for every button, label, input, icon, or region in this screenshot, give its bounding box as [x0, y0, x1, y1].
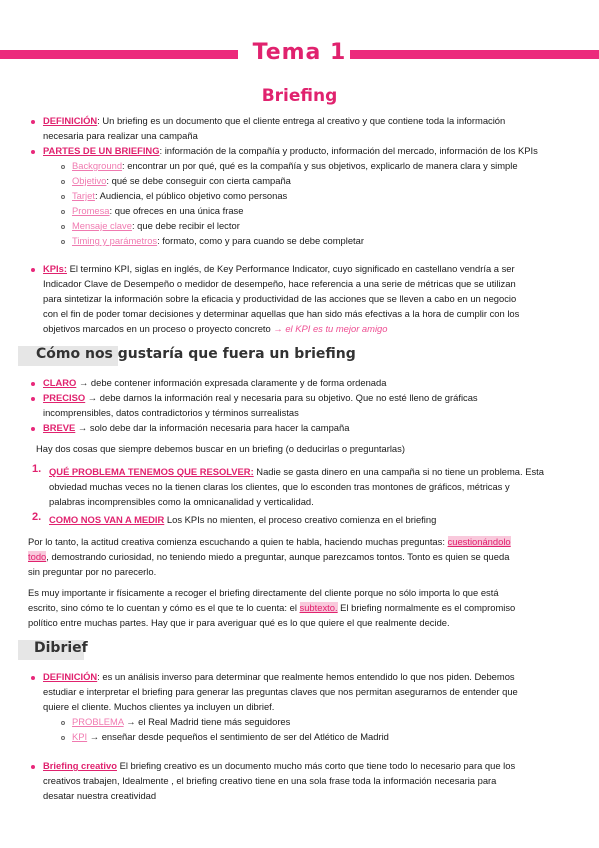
preciso-item: PRECISO → debe darnos la información real y necesaria para su objetivo. Que no esté lleno de gráficas incomprensibles, datos contradictorios y términos surrealistas — [43, 392, 478, 418]
number-2: 2. — [32, 511, 42, 523]
dibrief-definition: DEFINICIÓN: es un análisis inverso para determinar que realmente hemos entendido lo que nos piden. Debemos estudiar e interpretar el briefing para generar las preguntas claves que nos permitan asegurarnos de entender que quiere el cliente. Muchos clientes ya incluyen un dibrief. — [43, 671, 518, 712]
sub-bullet — [61, 736, 65, 740]
sub-bullet — [61, 165, 65, 169]
number-1: 1. — [32, 463, 42, 475]
intro-paragraph: Hay dos cosas que siempre debemos buscar en un briefing (o deducirlas o preguntarlas) — [36, 443, 405, 454]
page-subtitle: Briefing — [261, 86, 338, 106]
kpis-item: KPIs: El termino KPI, siglas en inglés, de Key Performance Indicator, cuyo significado en castellano vendría a ser Indicador Clave de Desempeño o medidor de desempeño, hace referencia a una serie de métricas que se utilizan para sintetizar la información sobre la eficacia y productividad de las acciones que se lleven a cabo en un negocio con el fin de poder tomar decisiones y determinar aquellas que han sido más efectivas a la hora de cumplir con los objetivos marcados en un proceso o proyecto concreto → el KPI es tu mejor amigo — [43, 263, 520, 334]
breve-item: BREVE → solo debe dar la información necesaria para hacer la campaña — [43, 422, 350, 433]
bullet — [31, 676, 35, 680]
bullet — [31, 268, 35, 272]
sub-item-tarjet: Tarjet: Audiencia, el público objetivo como personas — [72, 190, 288, 201]
question-2: COMO NOS VAN A MEDIR Los KPIs no mienten, el proceso creativo comienza en el briefing — [49, 514, 437, 525]
briefing-creativo-item: Briefing creativo El briefing creativo es un documento mucho más corto que tiene todo lo necesario para que los creativos trabajen, Idealmente , el briefing creativo tiene en una sola frase toda la información necesaria para desatar nuestra creatividad — [43, 760, 516, 801]
paragraph-subtexto: Es muy importante ir físicamente a recoger el briefing directamente del cliente porque no sólo importa lo que está escrito, sino cómo te lo cuentan y cómo es el que te lo cuenta: el subtexto. El briefing normalmente es el compromiso político entre muchas partes. Hay que ir para averiguar qué es lo que quiere el que realmente decide. — [28, 587, 516, 628]
bullet — [31, 382, 35, 386]
sub-item-problema: PROBLEMA → el Real Madrid tiene más seguidores — [72, 716, 291, 727]
sub-bullet — [61, 721, 65, 725]
question-1: QUÉ PROBLEMA TENEMOS QUE RESOLVER: Nadie se gasta dinero en una campaña si no tiene un problema. Esta obviedad muchas veces no la tienen claras los clientes, que lo esconden tras montones de gráficos, métricas y palabras incomprensibles como la omnicanalidad y verticalidad. — [49, 466, 544, 507]
sub-item-timing: Timing y parámetros: formato, como y para cuando se debe completar — [72, 235, 364, 246]
bullet — [31, 765, 35, 769]
bullet — [31, 397, 35, 401]
sub-bullet — [61, 195, 65, 199]
sub-item-promesa: Promesa: que ofreces en una única frase — [72, 205, 244, 216]
claro-item: CLARO → debe contener información expresada claramente y de forma ordenada — [43, 377, 387, 388]
page-title: Tema 1 — [252, 40, 347, 65]
partes-item: PARTES DE UN BRIEFING: información de la compañía y producto, información del mercado, información de los KPIs — [43, 145, 538, 156]
paragraph-actitud: Por lo tanto, la actitud creativa comienza escuchando a quien te habla, haciendo muchas preguntas: cuestionándolo todo, demostrando curiosidad, no teniendo miedo a preguntar, aunque parezcamos tontos. Tonto es quien se queda sin preguntar por no parecerlo. — [28, 536, 511, 577]
definition-item: DEFINICIÓN: Un briefing es un documento que el cliente entrega al creativo y que contiene toda la información necesaria para realizar una campaña — [43, 115, 506, 141]
sub-bullet — [61, 210, 65, 214]
sub-bullet — [61, 240, 65, 244]
bullet — [31, 150, 35, 154]
sub-bullet — [61, 180, 65, 184]
sub-item-kpi: KPI → enseñar desde pequeños el sentimiento de ser del Atlético de Madrid — [72, 731, 389, 742]
sub-item-background: Background: encontrar un por qué, qué es la compañía y sus objetivos, explicarlo de manera clara y simple — [72, 160, 518, 171]
bullet — [31, 427, 35, 431]
sub-item-objetivo: Objetivo: qué se debe conseguir con cierta campaña — [72, 175, 291, 186]
sub-bullet — [61, 225, 65, 229]
sub-item-mensaje: Mensaje clave: que debe recibir el lector — [72, 220, 240, 231]
bullet — [31, 120, 35, 124]
